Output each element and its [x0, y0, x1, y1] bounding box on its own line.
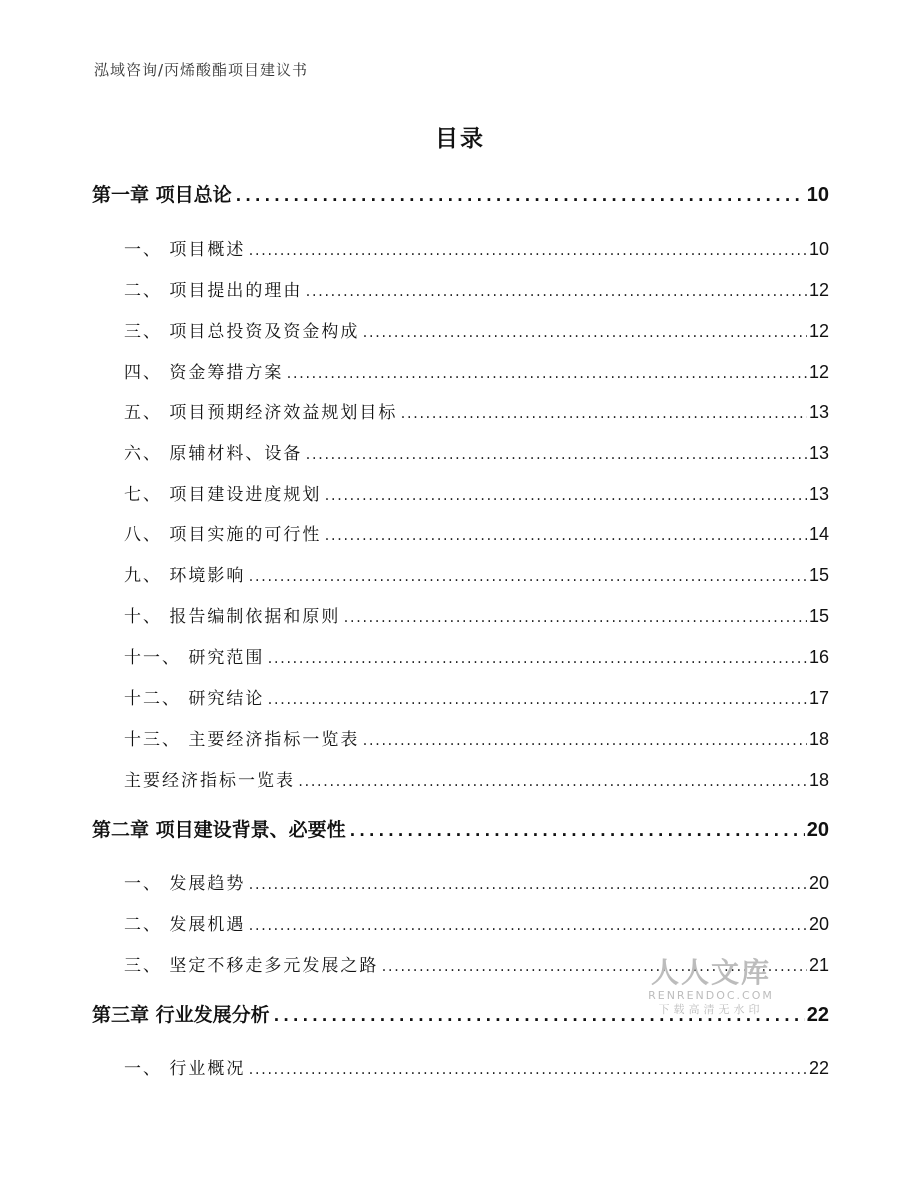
document-header: 泓域咨询/丙烯酸酯项目建议书 [94, 61, 309, 79]
toc-page-number: 12 [808, 362, 829, 382]
leader-dots [348, 821, 805, 840]
leader-dots [399, 407, 807, 421]
toc-section[interactable] [124, 766, 829, 791]
toc-chapter-2[interactable] [92, 815, 829, 842]
toc-chapter-1[interactable] [92, 180, 829, 207]
leader-dots [285, 367, 807, 381]
toc-label: 十二、 研究结论 [124, 689, 265, 709]
toc-page-number: 13 [808, 402, 829, 422]
toc-label: 三、 项目总投资及资金构成 [124, 322, 360, 342]
toc-section[interactable] [124, 910, 829, 935]
toc-page-number: 20 [808, 914, 829, 934]
toc-page-number: 10 [808, 239, 829, 259]
toc-label: 第一章 项目总论 [92, 184, 232, 206]
leader-dots [266, 652, 807, 666]
toc-page-number: 12 [808, 280, 829, 300]
leader-dots [266, 693, 807, 707]
toc-page-number: 18 [808, 729, 829, 749]
leader-dots [361, 326, 807, 340]
toc-label: 十、 报告编制依据和原则 [124, 607, 341, 627]
leader-dots [323, 489, 807, 503]
toc-page-number: 20 [808, 873, 829, 893]
toc-page-number: 13 [808, 443, 829, 463]
toc-label: 五、 项目预期经济效益规划目标 [124, 403, 398, 423]
toc-page-number: 14 [808, 524, 829, 544]
toc-page-number: 18 [808, 770, 829, 790]
toc-page-number: 12 [808, 321, 829, 341]
leader-dots [247, 878, 807, 892]
toc-label: 六、 原辅材料、设备 [124, 444, 303, 464]
toc-label: 十三、 主要经济指标一览表 [124, 730, 360, 750]
leader-dots [304, 448, 807, 462]
toc-page-number: 10 [806, 184, 829, 206]
leader-dots [304, 285, 807, 299]
toc-title: 目录 [435, 126, 485, 152]
toc-label: 第三章 行业发展分析 [92, 1004, 270, 1026]
leader-dots [342, 611, 807, 625]
toc-section[interactable] [124, 684, 829, 709]
toc-page-number: 15 [808, 606, 829, 626]
toc-section[interactable] [124, 869, 829, 894]
toc-label: 七、 项目建设进度规划 [124, 485, 322, 505]
toc-label: 一、 发展趋势 [124, 874, 246, 894]
toc-page-number: 13 [808, 484, 829, 504]
leader-dots [361, 734, 807, 748]
toc-label: 一、 项目概述 [124, 240, 246, 260]
toc-label: 二、 项目提出的理由 [124, 281, 303, 301]
toc-section[interactable] [124, 358, 829, 383]
toc-label: 八、 项目实施的可行性 [124, 525, 322, 545]
toc-label: 十一、 研究范围 [124, 648, 265, 668]
toc-section[interactable] [124, 439, 829, 464]
toc-section[interactable] [124, 480, 829, 505]
toc-label: 九、 环境影响 [124, 566, 246, 586]
toc-label: 三、 坚定不移走多元发展之路 [124, 956, 379, 976]
toc-page-number: 16 [808, 647, 829, 667]
toc-section[interactable] [124, 602, 829, 627]
toc-section[interactable] [124, 643, 829, 668]
toc-section[interactable] [124, 235, 829, 260]
leader-dots [247, 919, 807, 933]
toc-section[interactable] [124, 398, 829, 423]
toc-label: 二、 发展机遇 [124, 915, 246, 935]
toc-label: 四、 资金筹措方案 [124, 363, 284, 383]
toc-page-number: 15 [808, 565, 829, 585]
watermark-domain: RENRENDOC.COM [648, 989, 774, 1002]
leader-dots [247, 1063, 807, 1077]
toc-page-number: 17 [808, 688, 829, 708]
toc-page-number: 22 [808, 1058, 829, 1078]
leader-dots [247, 570, 807, 584]
toc-label: 一、 行业概况 [124, 1059, 246, 1079]
toc-section[interactable] [124, 561, 829, 586]
watermark-logo [646, 957, 776, 1017]
toc-label: 主要经济指标一览表 [124, 771, 295, 791]
toc-section[interactable] [124, 276, 829, 301]
toc-page-number: 22 [806, 1004, 829, 1026]
leader-dots [323, 529, 807, 543]
toc-page-number: 21 [808, 955, 829, 975]
toc-section[interactable] [124, 725, 829, 750]
toc-section[interactable] [124, 520, 829, 545]
toc-section[interactable] [124, 1054, 829, 1079]
toc-label: 第二章 项目建设背景、必要性 [92, 819, 346, 841]
toc-section[interactable] [124, 317, 829, 342]
toc-page-number: 20 [806, 819, 829, 841]
watermark-slogan: 下载高清无水印 [658, 1003, 764, 1016]
leader-dots [247, 244, 807, 258]
watermark-logo-text: 人人文库 [650, 956, 771, 989]
leader-dots [297, 775, 807, 789]
leader-dots [234, 186, 805, 205]
